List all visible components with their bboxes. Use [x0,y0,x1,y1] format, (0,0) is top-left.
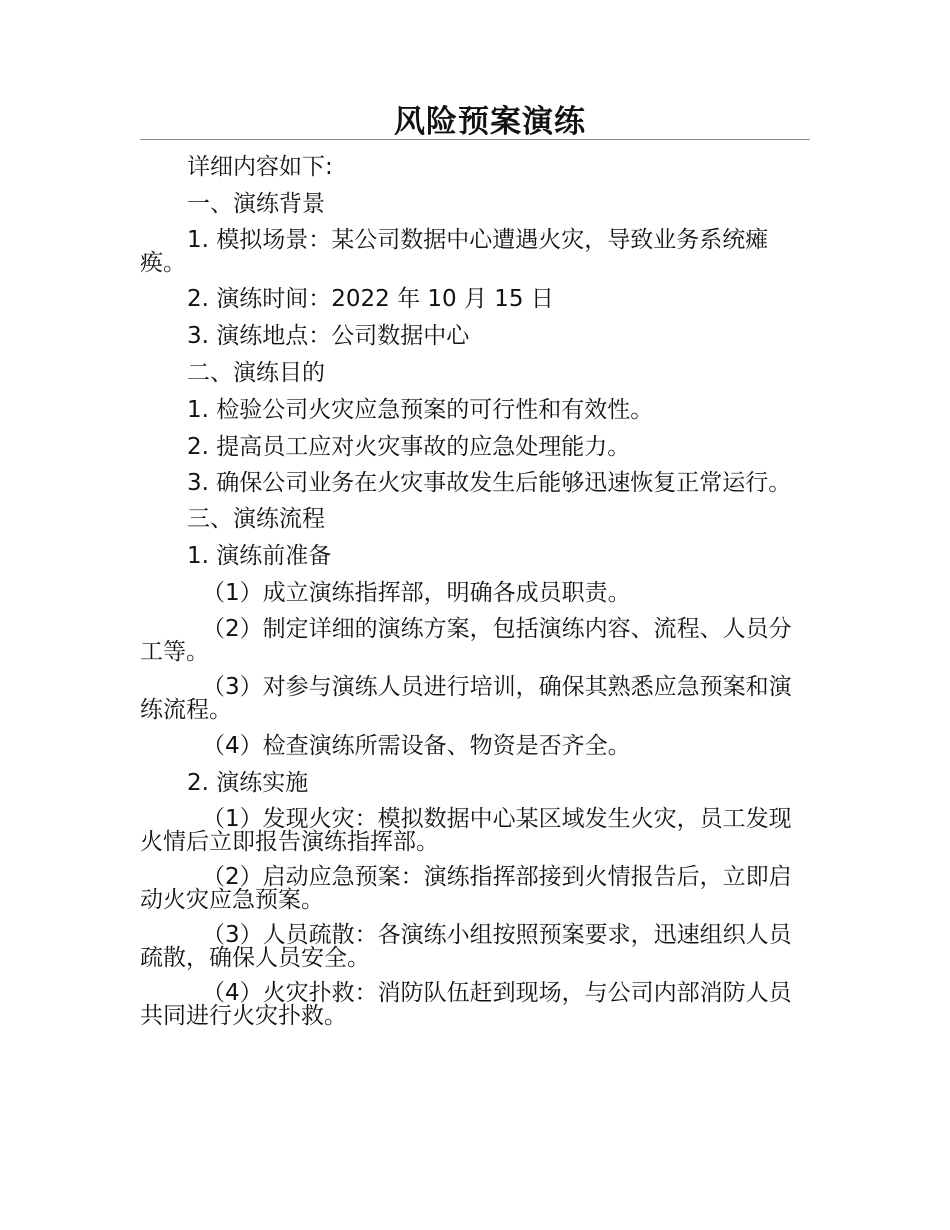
title-underline [140,139,810,140]
subsection-heading: 1. 演练前准备 [187,543,332,569]
list-item: （4）检查演练所需设备、物资是否齐全。 [202,733,631,759]
list-item: （4）火灾扑救：消防队伍赶到现场，与公司内部消防人员共同进行火灾扑救。 [140,980,792,1029]
document-body [140,155,810,1040]
paragraph: 1. 模拟场景：某公司数据中心遭遇火灾，导致业务系统瘫痪。 [140,227,769,276]
list-item: （3）对参与演练人员进行培训，确保其熟悉应急预案和演练流程。 [140,674,792,723]
section-heading: 三、演练流程 [187,506,325,532]
paragraph: 3. 确保公司业务在火灾事故发生后能够迅速恢复正常运行。 [187,470,792,496]
list-item: （3）人员疏散：各演练小组按照预案要求，迅速组织人员疏散，确保人员安全。 [140,922,792,971]
paragraph: 2. 提高员工应对火灾事故的应急处理能力。 [187,434,631,460]
document-title: 风险预案演练 [394,104,586,140]
intro-paragraph: 详细内容如下: [187,154,333,180]
paragraph: 1. 检验公司火灾应急预案的可行性和有效性。 [187,397,654,423]
list-item: （2）启动应急预案：演练指挥部接到火情报告后，立即启动火灾应急预案。 [140,864,792,913]
list-item: （2）制定详细的演练方案，包括演练内容、流程、人员分工等。 [140,616,792,665]
list-item: （1）发现火灾：模拟数据中心某区域发生火灾，员工发现火情后立即报告演练指挥部。 [140,806,792,855]
list-item: （1）成立演练指挥部，明确各成员职责。 [202,580,631,606]
paragraph: 2. 演练时间：2022 年 10 月 15 日 [187,286,554,312]
subsection-heading: 2. 演练实施 [187,770,309,796]
section-heading: 一、演练背景 [187,191,325,217]
paragraph: 3. 演练地点：公司数据中心 [187,323,470,349]
section-heading: 二、演练目的 [187,360,325,386]
